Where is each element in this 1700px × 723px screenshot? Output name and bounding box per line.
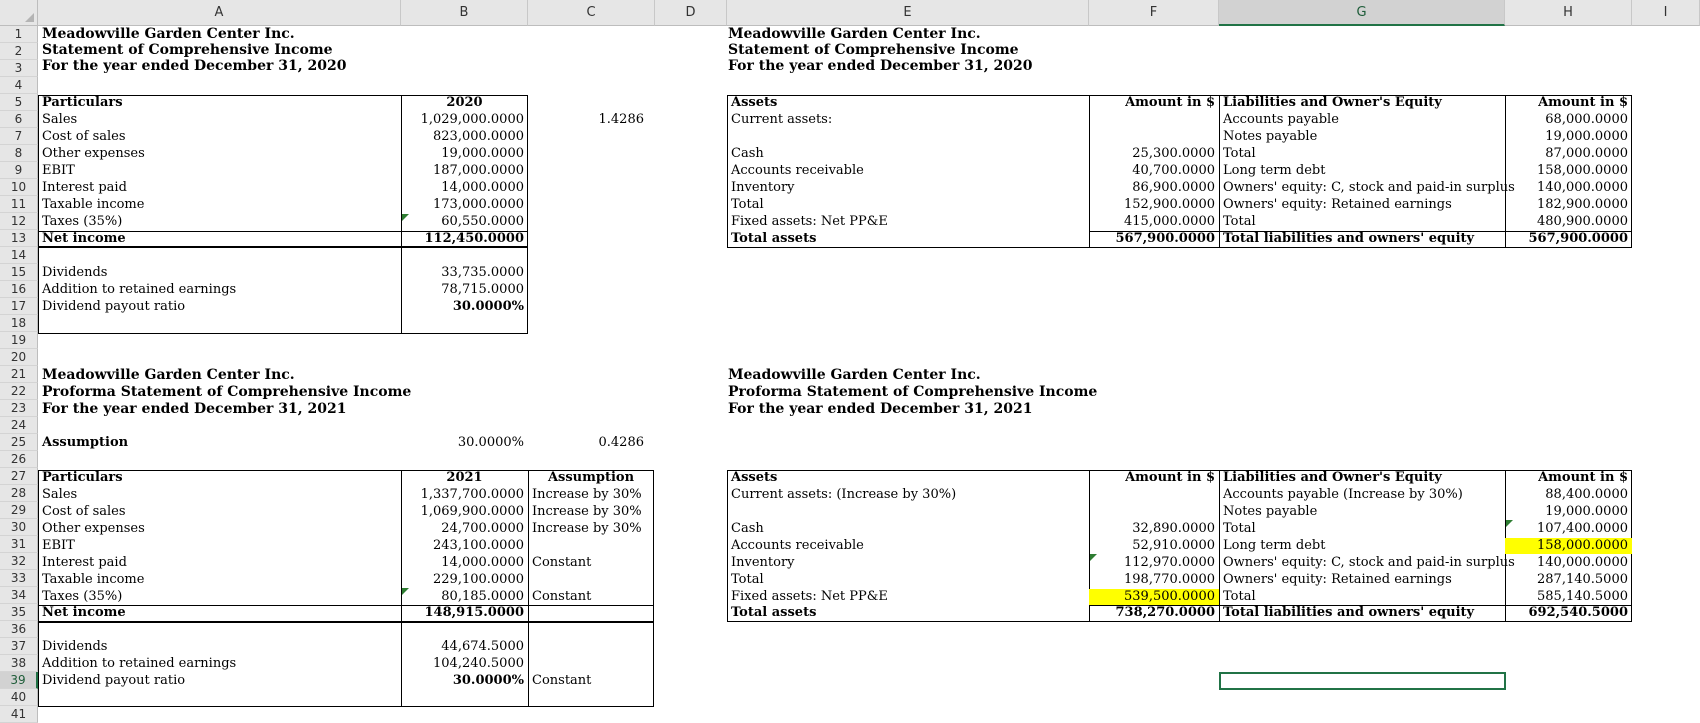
bs2021-current-assets[interactable]: Current assets: (Increase by 30%) <box>731 487 957 502</box>
bs2020-asset-value[interactable]: 40,700.0000 <box>1132 163 1215 178</box>
active-cell-selection[interactable] <box>1219 672 1506 690</box>
bs2020-asset-label[interactable]: Accounts receivable <box>731 163 864 178</box>
bs2020-asset-label[interactable]: Fixed assets: Net PP&E <box>731 214 888 229</box>
column-header-h[interactable]: H <box>1505 0 1632 26</box>
bs2020-liab-label[interactable]: Notes payable <box>1223 129 1318 144</box>
is2021-dividends-value[interactable]: 44,674.5000 <box>441 639 524 654</box>
is2021-addition-value[interactable]: 104,240.5000 <box>433 656 524 671</box>
is2020-dividends-label[interactable]: Dividends <box>42 265 108 280</box>
row-header-33[interactable]: 33 <box>0 570 38 587</box>
row-header-41[interactable]: 41 <box>0 706 38 723</box>
is2020-addition-label[interactable]: Addition to retained earnings <box>42 282 237 297</box>
bs2020-title[interactable]: Statement of Comprehensive Income <box>728 42 1019 58</box>
bs2021-assets-header[interactable]: Assets <box>731 470 778 485</box>
is2021-assumption-header[interactable]: Assumption <box>547 470 635 485</box>
row-header-17[interactable]: 17 <box>0 298 38 315</box>
is2021-row-note[interactable]: Increase by 30% <box>532 487 642 502</box>
bs2021-asset-value[interactable]: 539,500.0000 <box>1089 589 1219 605</box>
formula-warning-marker <box>1090 554 1097 561</box>
bs2020-liab-header[interactable]: Liabilities and Owner's Equity <box>1223 95 1442 110</box>
bs2021-liab-label[interactable]: Owners' equity: C, stock and paid-in surplus <box>1223 555 1515 570</box>
row-header-12[interactable]: 12 <box>0 213 38 230</box>
is2021-row-value[interactable]: 1,069,900.0000 <box>420 504 524 519</box>
row-header-29[interactable]: 29 <box>0 502 38 519</box>
bs2021-amount-header[interactable]: Amount in $ <box>1125 470 1215 485</box>
is2020-ratio[interactable]: 1.4286 <box>598 112 644 127</box>
is2021-row-value[interactable]: 229,100.0000 <box>433 572 524 587</box>
is2021-row-value[interactable]: 24,700.0000 <box>441 521 524 536</box>
bs2020-current-assets[interactable]: Current assets: <box>731 112 833 127</box>
row-header-36[interactable]: 36 <box>0 621 38 638</box>
bs2021-total-assets-label[interactable]: Total assets <box>731 605 817 620</box>
bs2020-asset-value[interactable]: 152,900.0000 <box>1124 197 1215 212</box>
bs2020-assets-header[interactable]: Assets <box>731 95 778 110</box>
row-header-34[interactable]: 34 <box>0 587 38 604</box>
row-header-16[interactable]: 16 <box>0 281 38 298</box>
bs2021-liab-label[interactable]: Accounts payable (Increase by 30%) <box>1223 487 1463 502</box>
row-header-3[interactable]: 3 <box>0 60 38 77</box>
row-header-21[interactable]: 21 <box>0 366 38 383</box>
bs2021-liab-value[interactable]: 88,400.0000 <box>1545 487 1628 502</box>
row-header-14[interactable]: 14 <box>0 247 38 264</box>
is2020-year-header[interactable]: 2020 <box>446 95 483 110</box>
bs2021-liab-label[interactable]: Notes payable <box>1223 504 1318 519</box>
is2021-row-label[interactable]: Interest paid <box>42 555 127 570</box>
row-header-31[interactable]: 31 <box>0 536 38 553</box>
is2021-net-income-value[interactable]: 148,915.0000 <box>424 605 524 620</box>
bs2020-total-assets-label[interactable]: Total assets <box>731 231 817 246</box>
bs2021-liab-value[interactable]: 107,400.0000 <box>1537 521 1628 536</box>
row-header-5[interactable]: 5 <box>0 94 38 111</box>
bs2020-liab-label[interactable]: Total <box>1223 214 1256 229</box>
bs2020-company[interactable]: Meadowville Garden Center Inc. <box>728 26 981 42</box>
bs2021-total-assets-value[interactable]: 738,270.0000 <box>1115 605 1215 620</box>
is2021-row-label[interactable]: Taxes (35%) <box>42 589 123 604</box>
column-header-c[interactable]: C <box>528 0 655 26</box>
bs2021-title[interactable]: Proforma Statement of Comprehensive Income <box>728 384 1098 400</box>
bs2020-asset-value[interactable]: 86,900.0000 <box>1132 180 1215 195</box>
is2020-row-value[interactable]: 187,000.0000 <box>433 163 524 178</box>
bs2020-liab-value[interactable]: 19,000.0000 <box>1545 129 1628 144</box>
is2020-row-label[interactable]: Interest paid <box>42 180 127 195</box>
is2021-row-label[interactable]: Other expenses <box>42 521 145 536</box>
is2021-particulars-header[interactable]: Particulars <box>42 470 123 485</box>
bs2021-amount2-header[interactable]: Amount in $ <box>1538 470 1628 485</box>
row-header-40[interactable]: 40 <box>0 689 38 706</box>
bs2021-asset-value[interactable]: 32,890.0000 <box>1132 521 1215 536</box>
is2020-company[interactable]: Meadowville Garden Center Inc. <box>42 26 295 42</box>
is2021-payout-note[interactable]: Constant <box>532 673 592 688</box>
bs2021-liab-label[interactable]: Long term debt <box>1223 538 1326 553</box>
bs2021-total-liab-label[interactable]: Total liabilities and owners' equity <box>1223 605 1475 620</box>
row-header-18[interactable]: 18 <box>0 315 38 332</box>
row-header-4[interactable]: 4 <box>0 77 38 94</box>
is2021-row-value[interactable]: 80,185.0000 <box>441 589 524 604</box>
row-header-20[interactable]: 20 <box>0 349 38 366</box>
is2020-row-label[interactable]: Cost of sales <box>42 129 126 144</box>
bs2021-liab-value[interactable]: 287,140.5000 <box>1537 572 1628 587</box>
bs2020-asset-label[interactable]: Inventory <box>731 180 795 195</box>
is2021-company[interactable]: Meadowville Garden Center Inc. <box>42 367 295 383</box>
row-header-38[interactable]: 38 <box>0 655 38 672</box>
is2020-row-value[interactable]: 823,000.0000 <box>433 129 524 144</box>
row-header-13[interactable]: 13 <box>0 230 38 247</box>
is2020-net-income-value[interactable]: 112,450.0000 <box>424 231 524 246</box>
row-header-28[interactable]: 28 <box>0 485 38 502</box>
row-header-6[interactable]: 6 <box>0 111 38 128</box>
column-header-d[interactable]: D <box>655 0 727 26</box>
bs2021-period[interactable]: For the year ended December 31, 2021 <box>728 401 1033 417</box>
is2020-row-label[interactable]: Other expenses <box>42 146 145 161</box>
is2020-period[interactable]: For the year ended December 31, 2020 <box>42 58 347 74</box>
row-header-15[interactable]: 15 <box>0 264 38 281</box>
is2021-row-note[interactable]: Increase by 30% <box>532 504 642 519</box>
is2020-row-label[interactable]: Sales <box>42 112 78 127</box>
row-header-25[interactable]: 25 <box>0 434 38 451</box>
column-header-a[interactable]: A <box>38 0 401 26</box>
is2021-row-note[interactable]: Constant <box>532 555 592 570</box>
is2021-row-label[interactable]: Sales <box>42 487 78 502</box>
bs2021-liab-value[interactable]: 158,000.0000 <box>1505 538 1632 554</box>
is2021-row-note[interactable]: Constant <box>532 589 592 604</box>
select-all-corner[interactable] <box>0 0 38 26</box>
column-header-g[interactable]: G <box>1219 0 1505 26</box>
formula-warning-marker <box>402 214 409 221</box>
row-header-7[interactable]: 7 <box>0 128 38 145</box>
is2020-dividends-value[interactable]: 33,735.0000 <box>441 265 524 280</box>
is2021-payout-label[interactable]: Dividend payout ratio <box>42 673 186 688</box>
is2020-addition-value[interactable]: 78,715.0000 <box>441 282 524 297</box>
is2020-row-label[interactable]: Taxes (35%) <box>42 214 123 229</box>
column-header-b[interactable]: B <box>401 0 528 26</box>
column-header-e[interactable]: E <box>727 0 1089 26</box>
bs2020-total-assets-value[interactable]: 567,900.0000 <box>1115 231 1215 246</box>
bs2021-liab-label[interactable]: Owners' equity: Retained earnings <box>1223 572 1452 587</box>
bs2020-asset-value[interactable]: 415,000.0000 <box>1124 214 1215 229</box>
bs2021-liab-value[interactable]: 585,140.5000 <box>1537 589 1628 604</box>
bs2021-liab-value[interactable]: 140,000.0000 <box>1537 555 1628 570</box>
bs2020-asset-value[interactable]: 25,300.0000 <box>1132 146 1215 161</box>
row-header-32[interactable]: 32 <box>0 553 38 570</box>
is2021-row-label[interactable]: EBIT <box>42 538 75 553</box>
bs2021-company[interactable]: Meadowville Garden Center Inc. <box>728 367 981 383</box>
bs2020-liab-value[interactable]: 480,900.0000 <box>1537 214 1628 229</box>
bs2020-liab-value[interactable]: 87,000.0000 <box>1545 146 1628 161</box>
is2020-row-value[interactable]: 173,000.0000 <box>433 197 524 212</box>
is2021-assumption-label[interactable]: Assumption <box>42 435 129 450</box>
row-header-2[interactable]: 2 <box>0 43 38 60</box>
is2021-row-value[interactable]: 243,100.0000 <box>433 538 524 553</box>
is2021-assumption-pct[interactable]: 30.0000% <box>457 435 524 450</box>
bs2021-asset-label[interactable]: Accounts receivable <box>731 538 864 553</box>
row-header-37[interactable]: 37 <box>0 638 38 655</box>
is2021-title[interactable]: Proforma Statement of Comprehensive Income <box>42 384 412 400</box>
row-header-35[interactable]: 35 <box>0 604 38 621</box>
is2020-title[interactable]: Statement of Comprehensive Income <box>42 42 333 58</box>
is2020-particulars-header[interactable]: Particulars <box>42 95 123 110</box>
is2020-row-value[interactable]: 14,000.0000 <box>441 180 524 195</box>
bs2020-amount-header[interactable]: Amount in $ <box>1125 95 1215 110</box>
is2021-row-note[interactable]: Increase by 30% <box>532 521 642 536</box>
column-header-f[interactable]: F <box>1089 0 1219 26</box>
is2021-row-value[interactable]: 14,000.0000 <box>441 555 524 570</box>
bs2020-total-liab-label[interactable]: Total liabilities and owners' equity <box>1223 231 1475 246</box>
is2021-row-value[interactable]: 1,337,700.0000 <box>420 487 524 502</box>
bs2021-liab-label[interactable]: Total <box>1223 521 1256 536</box>
is2021-dividends-label[interactable]: Dividends <box>42 639 108 654</box>
row-header-39[interactable]: 39 <box>0 672 38 689</box>
bs2020-liab-value[interactable]: 182,900.0000 <box>1537 197 1628 212</box>
is2021-net-income-label[interactable]: Net income <box>42 605 126 620</box>
is2020-row-label[interactable]: Taxable income <box>42 197 145 212</box>
is2020-payout-value[interactable]: 30.0000% <box>452 299 524 314</box>
bs2021-liab-header[interactable]: Liabilities and Owner's Equity <box>1223 470 1442 485</box>
is2021-addition-label[interactable]: Addition to retained earnings <box>42 656 237 671</box>
is2020-row-label[interactable]: EBIT <box>42 163 75 178</box>
bs2021-liab-value[interactable]: 19,000.0000 <box>1545 504 1628 519</box>
bs2021-asset-label[interactable]: Fixed assets: Net PP&E <box>731 589 888 604</box>
row-header-30[interactable]: 30 <box>0 519 38 536</box>
bs2021-total-liab-value[interactable]: 692,540.5000 <box>1528 605 1628 620</box>
row-header-26[interactable]: 26 <box>0 451 38 468</box>
bs2021-asset-label[interactable]: Total <box>731 572 764 587</box>
row-header-22[interactable]: 22 <box>0 383 38 400</box>
is2021-assumption-ratio[interactable]: 0.4286 <box>598 435 644 450</box>
is2021-period[interactable]: For the year ended December 31, 2021 <box>42 401 347 417</box>
is2020-row-value[interactable]: 60,550.0000 <box>441 214 524 229</box>
is2020-row-value[interactable]: 19,000.0000 <box>441 146 524 161</box>
bs2020-period[interactable]: For the year ended December 31, 2020 <box>728 58 1033 74</box>
bs2020-asset-label[interactable]: Total <box>731 197 764 212</box>
bs2021-asset-label[interactable]: Inventory <box>731 555 795 570</box>
row-header-10[interactable]: 10 <box>0 179 38 196</box>
is2020-row-value[interactable]: 1,029,000.0000 <box>420 112 524 127</box>
bs2020-liab-value[interactable]: 140,000.0000 <box>1537 180 1628 195</box>
bs2020-liab-value[interactable]: 158,000.0000 <box>1537 163 1628 178</box>
formula-warning-marker <box>402 588 409 595</box>
is2020-net-income-label[interactable]: Net income <box>42 231 126 246</box>
bs2021-liab-label[interactable]: Total <box>1223 589 1256 604</box>
bs2020-total-liab-value[interactable]: 567,900.0000 <box>1528 231 1628 246</box>
bs2020-amount2-header[interactable]: Amount in $ <box>1538 95 1628 110</box>
column-header-i[interactable]: I <box>1632 0 1700 26</box>
bs2020-liab-label[interactable]: Owners' equity: C, stock and paid-in surplus <box>1223 180 1515 195</box>
is2021-row-label[interactable]: Cost of sales <box>42 504 126 519</box>
row-header-9[interactable]: 9 <box>0 162 38 179</box>
bs2020-liab-label[interactable]: Long term debt <box>1223 163 1326 178</box>
row-header-8[interactable]: 8 <box>0 145 38 162</box>
is2021-row-label[interactable]: Taxable income <box>42 572 145 587</box>
bs2021-asset-value[interactable]: 112,970.0000 <box>1124 555 1215 570</box>
row-header-1[interactable]: 1 <box>0 26 38 43</box>
bs2021-asset-label[interactable]: Cash <box>731 521 764 536</box>
row-header-24[interactable]: 24 <box>0 417 38 434</box>
bs2020-asset-label[interactable]: Cash <box>731 146 764 161</box>
bs2021-asset-value[interactable]: 52,910.0000 <box>1132 538 1215 553</box>
bs2020-liab-label[interactable]: Total <box>1223 146 1256 161</box>
formula-warning-marker <box>1506 520 1513 527</box>
row-header-27[interactable]: 27 <box>0 468 38 485</box>
is2021-payout-value[interactable]: 30.0000% <box>452 673 524 688</box>
row-header-23[interactable]: 23 <box>0 400 38 417</box>
row-header-19[interactable]: 19 <box>0 332 38 349</box>
is2021-year-header[interactable]: 2021 <box>446 470 483 485</box>
bs2020-liab-label[interactable]: Owners' equity: Retained earnings <box>1223 197 1452 212</box>
bs2020-liab-label[interactable]: Accounts payable <box>1223 112 1339 127</box>
is2020-payout-label[interactable]: Dividend payout ratio <box>42 299 186 314</box>
bs2021-asset-value[interactable]: 198,770.0000 <box>1124 572 1215 587</box>
bs2020-liab-value[interactable]: 68,000.0000 <box>1545 112 1628 127</box>
row-header-11[interactable]: 11 <box>0 196 38 213</box>
